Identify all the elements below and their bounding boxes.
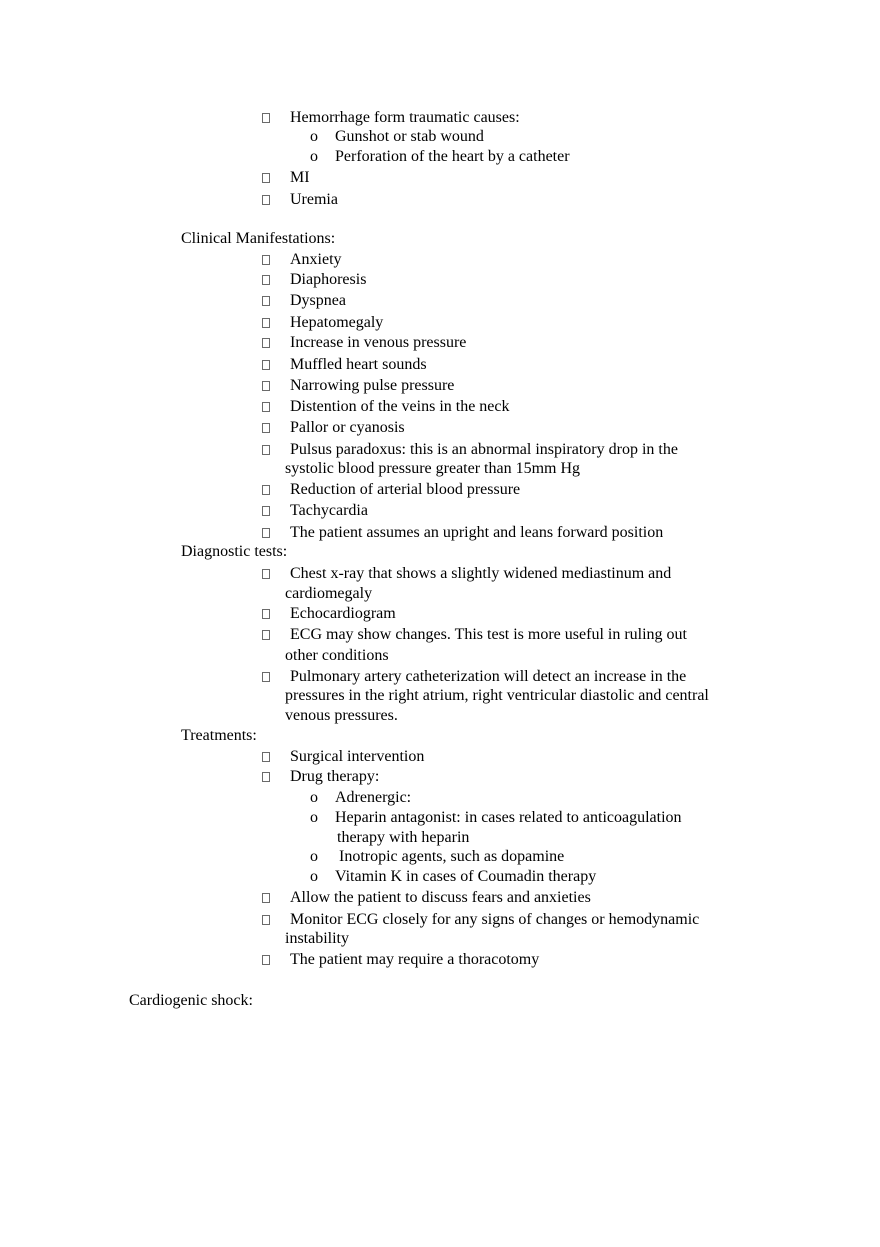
sub-bullet-marker: o (310, 148, 318, 165)
checkbox-bullet-icon (262, 402, 270, 412)
checkbox-bullet-icon (262, 772, 270, 782)
checkbox-bullet-icon (262, 173, 270, 183)
list-item: Hepatomegaly (290, 314, 384, 331)
sub-bullet-marker: o (310, 789, 318, 806)
list-item: The patient may require a thoracotomy (290, 951, 540, 968)
sub-list-item-continuation: therapy with heparin (337, 829, 470, 846)
checkbox-bullet-icon (262, 893, 270, 903)
list-item: Echocardiogram (290, 605, 396, 622)
list-item: Distention of the veins in the neck (290, 398, 510, 415)
checkbox-bullet-icon (262, 630, 270, 640)
list-item: Narrowing pulse pressure (290, 377, 455, 394)
list-item-continuation: instability (285, 930, 349, 947)
list-item: Hemorrhage form traumatic causes: (290, 109, 520, 126)
sub-bullet-marker: o (310, 868, 318, 885)
list-item: Surgical intervention (290, 748, 425, 765)
sub-bullet-marker: o (310, 809, 318, 826)
list-item: The patient assumes an upright and leans forward position (290, 524, 664, 541)
list-item: Pulsus paradoxus: this is an abnormal inspiratory drop in the (290, 441, 678, 458)
section-heading-cardiogenic-shock: Cardiogenic shock: (129, 992, 253, 1009)
checkbox-bullet-icon (262, 672, 270, 682)
checkbox-bullet-icon (262, 296, 270, 306)
sub-list-item: Perforation of the heart by a catheter (335, 148, 570, 165)
list-item: Chest x-ray that shows a slightly widened mediastinum and (290, 565, 672, 582)
list-item: Allow the patient to discuss fears and anxieties (290, 889, 591, 906)
checkbox-bullet-icon (262, 569, 270, 579)
checkbox-bullet-icon (262, 275, 270, 285)
list-item: MI (290, 169, 310, 186)
list-item: Monitor ECG closely for any signs of changes or hemodynamic (290, 911, 700, 928)
checkbox-bullet-icon (262, 360, 270, 370)
checkbox-bullet-icon (262, 255, 270, 265)
list-item: Pallor or cyanosis (290, 419, 405, 436)
checkbox-bullet-icon (262, 445, 270, 455)
checkbox-bullet-icon (262, 528, 270, 538)
checkbox-bullet-icon (262, 915, 270, 925)
sub-list-item: Vitamin K in cases of Coumadin therapy (335, 868, 597, 885)
section-heading-clinical: Clinical Manifestations: (181, 230, 336, 247)
checkbox-bullet-icon (262, 955, 270, 965)
list-item: Drug therapy: (290, 768, 380, 785)
list-item: Uremia (290, 191, 338, 208)
checkbox-bullet-icon (262, 423, 270, 433)
sub-list-item: Gunshot or stab wound (335, 128, 484, 145)
checkbox-bullet-icon (262, 195, 270, 205)
list-item: Increase in venous pressure (290, 334, 467, 351)
list-item-continuation: venous pressures. (285, 707, 398, 724)
list-item: Diaphoresis (290, 271, 367, 288)
checkbox-bullet-icon (262, 338, 270, 348)
list-item: Reduction of arterial blood pressure (290, 481, 521, 498)
checkbox-bullet-icon (262, 113, 270, 123)
checkbox-bullet-icon (262, 752, 270, 762)
list-item: Pulmonary artery catheterization will detect an increase in the (290, 668, 687, 685)
list-item-continuation: cardiomegaly (285, 585, 373, 602)
list-item: Muffled heart sounds (290, 356, 427, 373)
list-item: Anxiety (290, 251, 342, 268)
section-heading-treatments: Treatments: (181, 727, 257, 744)
checkbox-bullet-icon (262, 609, 270, 619)
list-item: Tachycardia (290, 502, 368, 519)
list-item: Dyspnea (290, 292, 346, 309)
list-item-continuation: systolic blood pressure greater than 15mm Hg (285, 460, 581, 477)
sub-bullet-marker: o (310, 848, 318, 865)
list-item-continuation: other conditions (285, 647, 389, 664)
checkbox-bullet-icon (262, 485, 270, 495)
list-item: ECG may show changes. This test is more useful in ruling out (290, 626, 687, 643)
sub-list-item: Heparin antagonist: in cases related to anticoagulation (335, 809, 682, 826)
list-item-continuation: pressures in the right atrium, right ventricular diastolic and central (285, 687, 709, 704)
section-heading-diagnostic: Diagnostic tests: (181, 543, 288, 560)
sub-list-item: Adrenergic: (335, 789, 412, 806)
sub-bullet-marker: o (310, 128, 318, 145)
sub-list-item: Inotropic agents, such as dopamine (339, 848, 565, 865)
checkbox-bullet-icon (262, 381, 270, 391)
checkbox-bullet-icon (262, 506, 270, 516)
checkbox-bullet-icon (262, 318, 270, 328)
